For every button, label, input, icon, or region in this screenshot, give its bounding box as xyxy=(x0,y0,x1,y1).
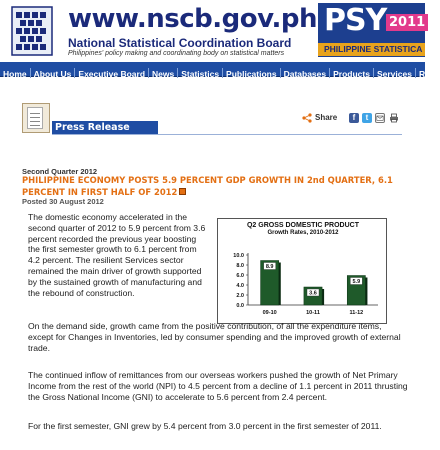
share-button[interactable]: Share xyxy=(315,113,338,122)
y-tick-label: 4.0 xyxy=(236,283,244,289)
article-paragraph-2: On the demand side, growth came from the positive contribution, of all the expenditure items, except for Changes in Inventories, led by consumer spending and the improved growth of external trade. xyxy=(28,321,401,353)
psy-banner-year: 2011 xyxy=(386,14,428,31)
x-tick-label: 09-10 xyxy=(262,310,277,316)
y-tick-label: 6.0 xyxy=(236,273,244,279)
article-paragraph-1: The domestic economy accelerated in the second quarter of 2012 to 5.9 percent from 3.6 percent recorded the previous year boosting the first semester growth to 6.1 percent from 4.2 percent. The resilient Services sector remained the main driver of growth supported by the sustained growth of manufacturing and the rebound of construction. xyxy=(28,212,206,298)
nav-references[interactable]: Refe xyxy=(418,69,438,79)
nav-publications[interactable]: Publications xyxy=(226,69,277,79)
x-tick-label: 10-11 xyxy=(306,310,320,316)
data-label: 3.6 xyxy=(309,290,317,297)
nav-services[interactable]: Services xyxy=(376,69,412,79)
document-line xyxy=(30,113,40,114)
site-header xyxy=(0,0,425,62)
psy-banner-subtitle: PHILIPPINE STATISTICA xyxy=(318,43,425,56)
data-label: 8.9 xyxy=(265,264,274,270)
print-icon[interactable] xyxy=(389,113,399,123)
main-nav xyxy=(0,62,438,79)
data-label: 5.9 xyxy=(352,279,361,285)
twitter-icon[interactable]: t xyxy=(362,113,372,123)
article-kicker: Second Quarter 2012 xyxy=(22,167,98,176)
nav-statistics[interactable]: Statistics xyxy=(181,69,220,79)
y-tick-label: 0.0 xyxy=(236,303,244,309)
document-line xyxy=(30,125,40,126)
article-headline[interactable] xyxy=(22,175,402,198)
article-paragraph-3: The continued inflow of remittances from our overseas workers pushed the growth of Net Primary Income from the rest of the world (NPI) to 4.5 percent from a decline of 1.1 percent in 2011 thrusting the Gross National Income (GNI) to accelerate to 5.6 percent from 2.4 percent. xyxy=(28,370,408,402)
nscb-seal-logo[interactable] xyxy=(6,3,58,59)
site-name: National Statistical Coordination Board xyxy=(68,36,292,50)
chart-subtitle: Growth Rates, 2010-2012 xyxy=(267,230,339,236)
press-release-divider xyxy=(52,134,402,135)
site-url-title[interactable]: www.nscb.gov.ph xyxy=(68,4,317,34)
nav-news[interactable]: News xyxy=(152,69,175,79)
y-tick-label: 8.0 xyxy=(236,263,244,269)
document-line xyxy=(30,121,40,122)
article-paragraph-4: For the first semester, GNI grew by 5.4 percent from 3.0 percent in the first semester of 2011. xyxy=(28,421,382,431)
article-posted-date: Posted 30 August 2012 xyxy=(22,197,104,206)
email-icon[interactable] xyxy=(375,113,385,123)
y-tick-label: 10.0 xyxy=(233,253,244,259)
chart-plot xyxy=(218,219,388,325)
new-badge-icon xyxy=(179,188,186,195)
press-release-label: Press Release xyxy=(52,121,158,134)
press-release-icon xyxy=(22,103,50,133)
nav-about-us[interactable]: About Us xyxy=(33,69,72,79)
nav-databases[interactable]: Databases xyxy=(283,69,327,79)
site-tagline: Philippines' policy making and coordinating body on statistical matters xyxy=(68,50,285,57)
share-icon[interactable] xyxy=(302,113,312,123)
gdp-chart xyxy=(217,218,387,324)
article-headline-text[interactable]: PHILIPPINE ECONOMY POSTS 5.9 PERCENT GDP GROWTH IN 2nd QUARTER, 6.1 PERCENT IN FIRST HALF OF 2012 xyxy=(22,175,393,197)
facebook-icon[interactable]: f xyxy=(349,113,359,123)
psy-banner[interactable] xyxy=(318,3,425,57)
document-line xyxy=(30,117,40,118)
y-tick-label: 2.0 xyxy=(236,293,244,299)
nav-executive-board[interactable]: Executive Board xyxy=(78,69,146,79)
nav-home[interactable]: Home xyxy=(3,69,27,79)
nav-products[interactable]: Products xyxy=(333,69,370,79)
psy-banner-text: PSY xyxy=(324,3,387,38)
x-tick-label: 11-12 xyxy=(349,310,364,316)
chart-title: Q2 GROSS DOMESTIC PRODUCT xyxy=(246,222,359,229)
